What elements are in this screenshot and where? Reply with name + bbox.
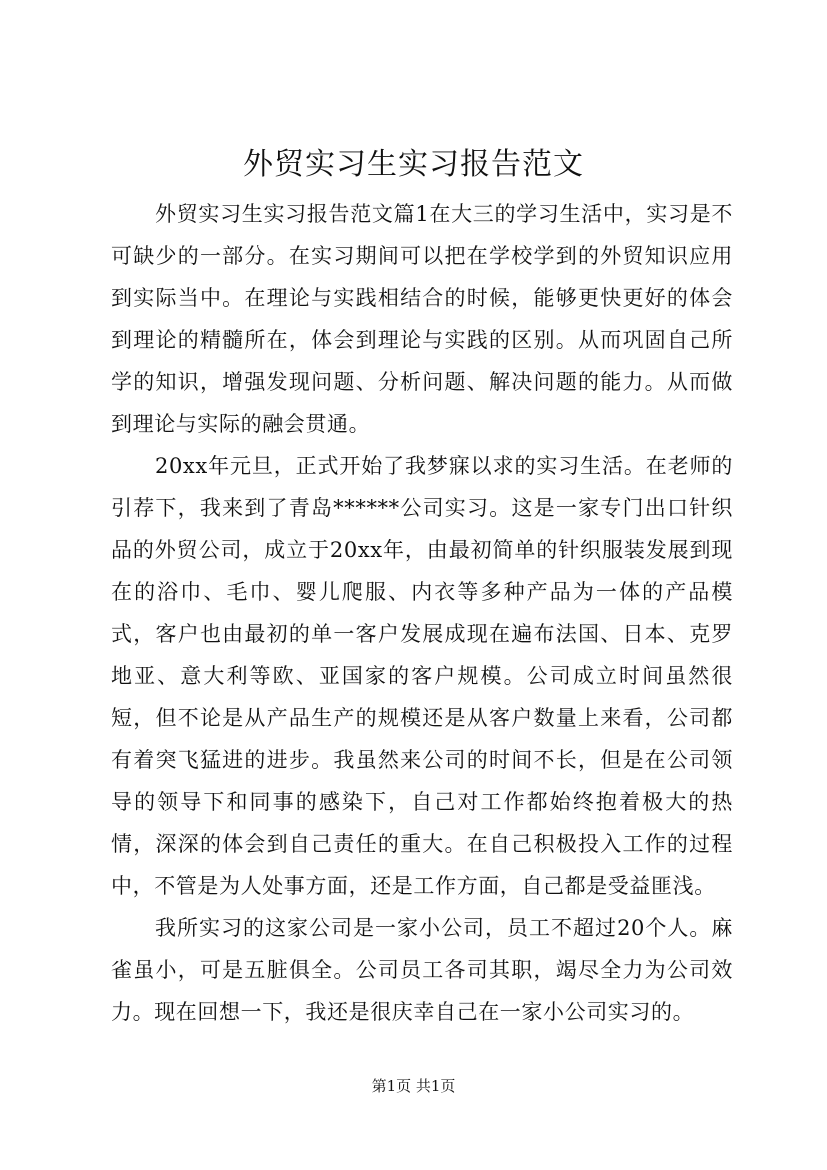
document-body <box>111 193 733 1033</box>
document-title: 外贸实习生实习报告范文 <box>243 147 584 182</box>
paragraph-2: 20xx年元旦，正式开始了我梦寐以求的实习生活。在老师的引荐下，我来到了青岛******公司实习。这是一家专门出口针织品的外贸公司，成立于20xx年，由最初简单的针织服装发展到现在的浴巾、毛巾、婴儿爬服、内衣等多种产品为一体的产品模式，客户也由最初的单一客户发展成现在遍布法国、日本、克罗地亚、意大利等欧、亚国家的客户规模。公司成立时间虽然很短，但不论是从产品生产的规模还是从客户数量上来看，公司都有着突飞猛进的进步。我虽然来公司的时间不长，但是在公司领导的领导下和同事的感染下，自己对工作都始终抱着极大的热情，深深的体会到自己责任的重大。在自己积极投入工作的过程中，不管是为人处事方面，还是工作方面，自己都是受益匪浅。 <box>111 454 733 898</box>
page-footer: 第1页 共1页 <box>371 1077 456 1095</box>
paragraph-1: 外贸实习生实习报告范文篇1在大三的学习生活中，实习是不可缺少的一部分。在实习期间可以把在学校学到的外贸知识应用到实际当中。在理论与实践相结合的时候，能够更快更好的体会到理论的精髓所在，体会到理论与实践的区别。从而巩固自己所学的知识，增强发现问题、分析问题、解决问题的能力。从而做到理论与实际的融会贯通。 <box>111 202 733 436</box>
paragraph-3: 我所实习的这家公司是一家小公司，员工不超过20个人。麻雀虽小，可是五脏俱全。公司员工各司其职，竭尽全力为公司效力。现在回想一下，我还是很庆幸自己在一家小公司实习的。 <box>111 916 733 1024</box>
